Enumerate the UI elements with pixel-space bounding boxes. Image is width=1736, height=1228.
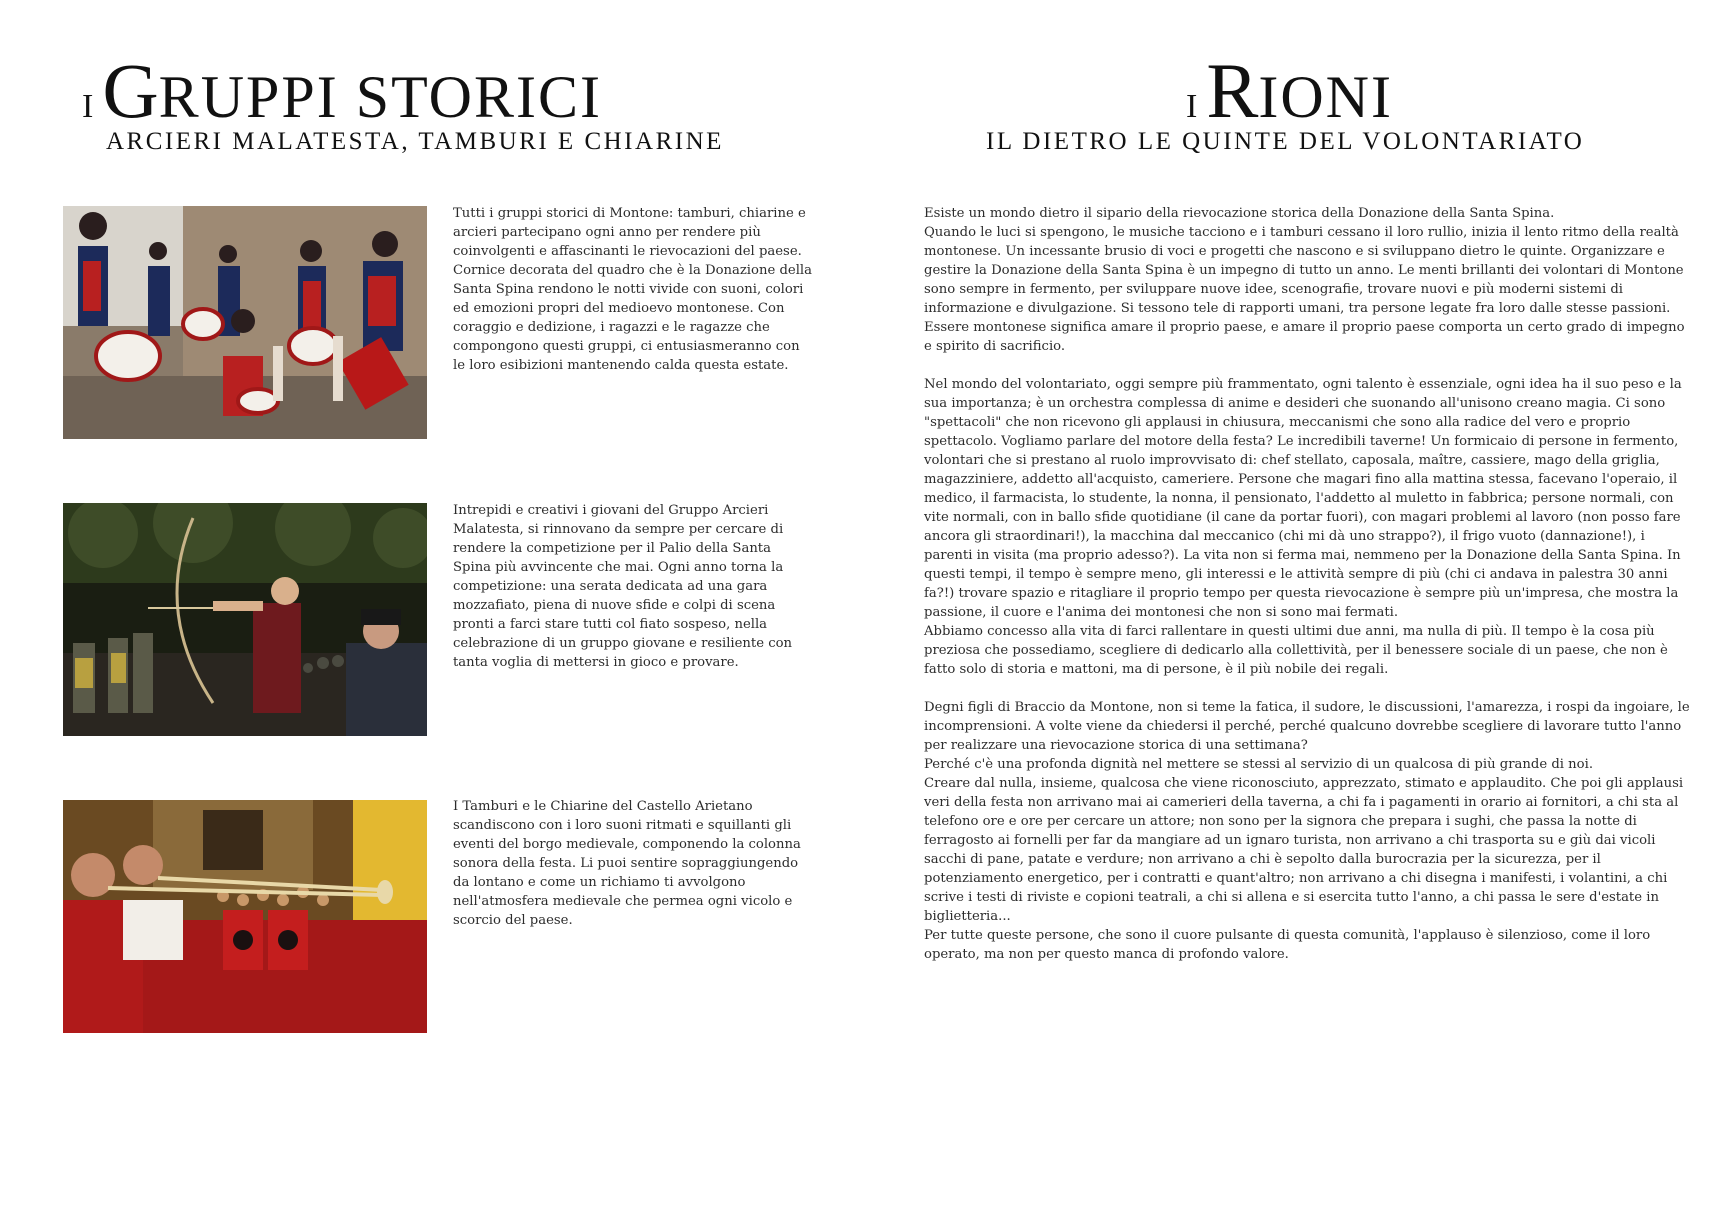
paragraph: Abbiamo concesso alla vita di farci rallentare in questi ultimi due anni, ma nulla di più. Il tempo è la cosa più preziosa che possediamo, scegliere di dedicarlo alla collettività, per il benessere sociale di un paese, che non è fatto solo di storia e mattoni, ma di persone, è il più nobile dei regali. xyxy=(924,624,1668,677)
title-prefix: I xyxy=(82,88,95,125)
paragraph-spacer xyxy=(924,356,1696,375)
archer-caption: Intrepidi e creativi i giovani del Gruppo Arcieri Malatesta, si rinnovano da sempre per cercare di rendere la competizione per il Palio della Santa Spina più avvincente che mai. Ogni anno torna la competizione: una serata dedicata ad una gara mozzafiato, piena di nuove sfide e colpi di scena pronti a farci stare tutti col fiato sospeso, nella celebrazione di un gruppo giovane e resiliente con tanta voglia di mettersi in gioco e provare. xyxy=(453,503,793,670)
paragraph: Perché c'è una profonda dignità nel mettere se stessi al servizio di un qualcosa di più grande di noi. xyxy=(924,757,1594,772)
title-prefix: I xyxy=(1186,88,1199,125)
paragraph: Per tutte queste persone, che sono il cuore pulsante di questa comunità, l'applauso è silenzioso, come il loro operato, ma non per questo manca di profondo valore. xyxy=(924,928,1651,962)
paragraph: Nel mondo del volontariato, oggi sempre più frammentato, ogni talento è essenziale, ogni idea ha il suo peso e la sua importanza; è un orchestra complessa di anime e desideri che suonando all'unisono creano magia. Ci sono "spettacoli" che non ricevono gli applausi in chiusura, meccanismi che sono alla radice del vero e proprio spettacolo. Vogliamo parlare del motore della festa? Le incredibili taverne! Un formicaio di persone in fermento, volontari che si prestano al ruolo improvvisato di: chef stellato, caposala, maître, cassiere, mago della griglia, magazziniere, addetto all'acquisto, cameriere. Persone che magari fino alla mattina stessa, facevano l'operaio, il medico, il farmacista, lo studente, la nonna, il pensionato, l'addetto al muletto in fabbrica; persone normali, con vite normali, con in ballo sfide quotidiane (il cane da portar fuori), con magari problemi al lavoro (non posso fare ancora gli straordinari!), la macchina dal meccanico (chi mi dà uno strappo?), il frigo vuoto (dannazione!), i parenti in visita (ma proprio adesso?). La vita non si ferma mai, nemmeno per la Donazione della Santa Spina. In questi tempi, il tempo è sempre meno, gli interessi e le attività sempre di più (chi ci andava in palestra 30 anni fa?!) trovare spazio e ritagliare il proprio tempo per questa rievocazione è sempre più un'impresa, che mostra la passione, il cuore e l'anima dei montonesi che non si sono mai fermati. xyxy=(924,377,1682,620)
drummers-caption: Tutti i gruppi storici di Montone: tamburi, chiarine e arcieri partecipano ogni anno per rendere più coinvolgenti e affascinanti le rievocazioni del paese. Cornice decorata del quadro che è la Donazione della Santa Spina rendono le notti vivide con suoni, colori ed emozioni propri del medioevo montonese. Con coraggio e dedizione, i ragazzi e le ragazze che compongono questi gruppi, ci entusiasmeranno con le loro esibizioni mantenendo calda questa estate. xyxy=(453,206,812,373)
paragraph: Esiste un mondo dietro il sipario della rievocazione storica della Donazione della Santa Spina. xyxy=(924,206,1555,221)
paragraph: Degni figli di Braccio da Montone, non si teme la fatica, il sudore, le discussioni, l'amarezza, i rospi da ingoiare, le incomprensioni. A volte viene da chiedersi il perché, perché qualcuno dovrebbe scegliere di lavorare tutto l'anno per realizzare una rievocazione storica di una settimana? xyxy=(924,700,1690,753)
left-page-subtitle: ARCIERI MALATESTA, TAMBURI E CHIARINE xyxy=(106,128,724,155)
trumpeters-photo xyxy=(63,800,427,1033)
paragraph-spacer xyxy=(924,679,1696,698)
title-rest: RUPPI STORICI xyxy=(158,64,603,130)
title-initial: G xyxy=(102,47,159,134)
article-body xyxy=(924,204,1696,964)
right-page xyxy=(868,0,1736,1228)
right-page-title xyxy=(1186,46,1393,136)
right-page-subtitle: IL DIETRO LE QUINTE DEL VOLONTARIATO xyxy=(986,128,1585,155)
paragraph: Quando le luci si spengono, le musiche tacciono e i tamburi cessano il loro rullio, inizia il lento ritmo della realtà montonese. Un incessante brusio di voci e progetti che nascono e si sviluppano dietro le quinte. Organizzare e gestire la Donazione della Santa Spina è un impegno di tutto un anno. Le menti brillanti dei volontari di Montone sono sempre in fermento, per sviluppare nuove idee, scenografie, trovare nuovi e più moderni sistemi di informazione e divulgazione. Si tessono tele di rapporti umani, tra persone legate fra loro dalle stesse passioni. Essere montonese significa amare il proprio paese, e amare il proprio paese comporta un certo grado di impegno e spirito di sacrificio. xyxy=(924,225,1685,354)
trumpeters-caption: I Tamburi e le Chiarine del Castello Arietano scandiscono con i loro suoni ritmati e squillanti gli eventi del borgo medievale, componendo la colonna sonora della festa. Li puoi sentire sopraggiungendo da lontano e come un richiamo ti avvolgono nell'atmosfera medievale che permea ogni vicolo e scorcio del paese. xyxy=(453,799,801,928)
paragraph: Creare dal nulla, insieme, qualcosa che viene riconosciuto, apprezzato, stimato e applaudito. Che poi gli applausi veri della festa non arrivano mai ai camerieri della taverna, a chi fa i pagamenti in orario ai fornitori, a chi sta al telefono ore e ore per cercare un attore; non sono per la signora che prepara i sughi, che passa la notte di ferragosto ai fornelli per far da mangiare ad un ignaro turista, non arrivano a chi trasporta su e giù dai vicoli sacchi di pane, patate e verdure; non arrivano a chi è sepolto dalla burocrazia per la sicurezza, per il potenziamento energetico, per i contratti e quant'altro; non arrivano a chi disegna i manifesti, i volantini, a chi scrive i testi di riviste e copioni teatrali, a chi si allena e si esercita tutto l'anno, a chi passa le sere d'estate in biglietteria... xyxy=(924,776,1684,924)
left-page-title xyxy=(82,46,602,136)
archer-photo xyxy=(63,503,427,736)
title-initial: R xyxy=(1206,47,1259,134)
drummers-photo xyxy=(63,206,427,439)
title-rest: IONI xyxy=(1258,64,1393,130)
